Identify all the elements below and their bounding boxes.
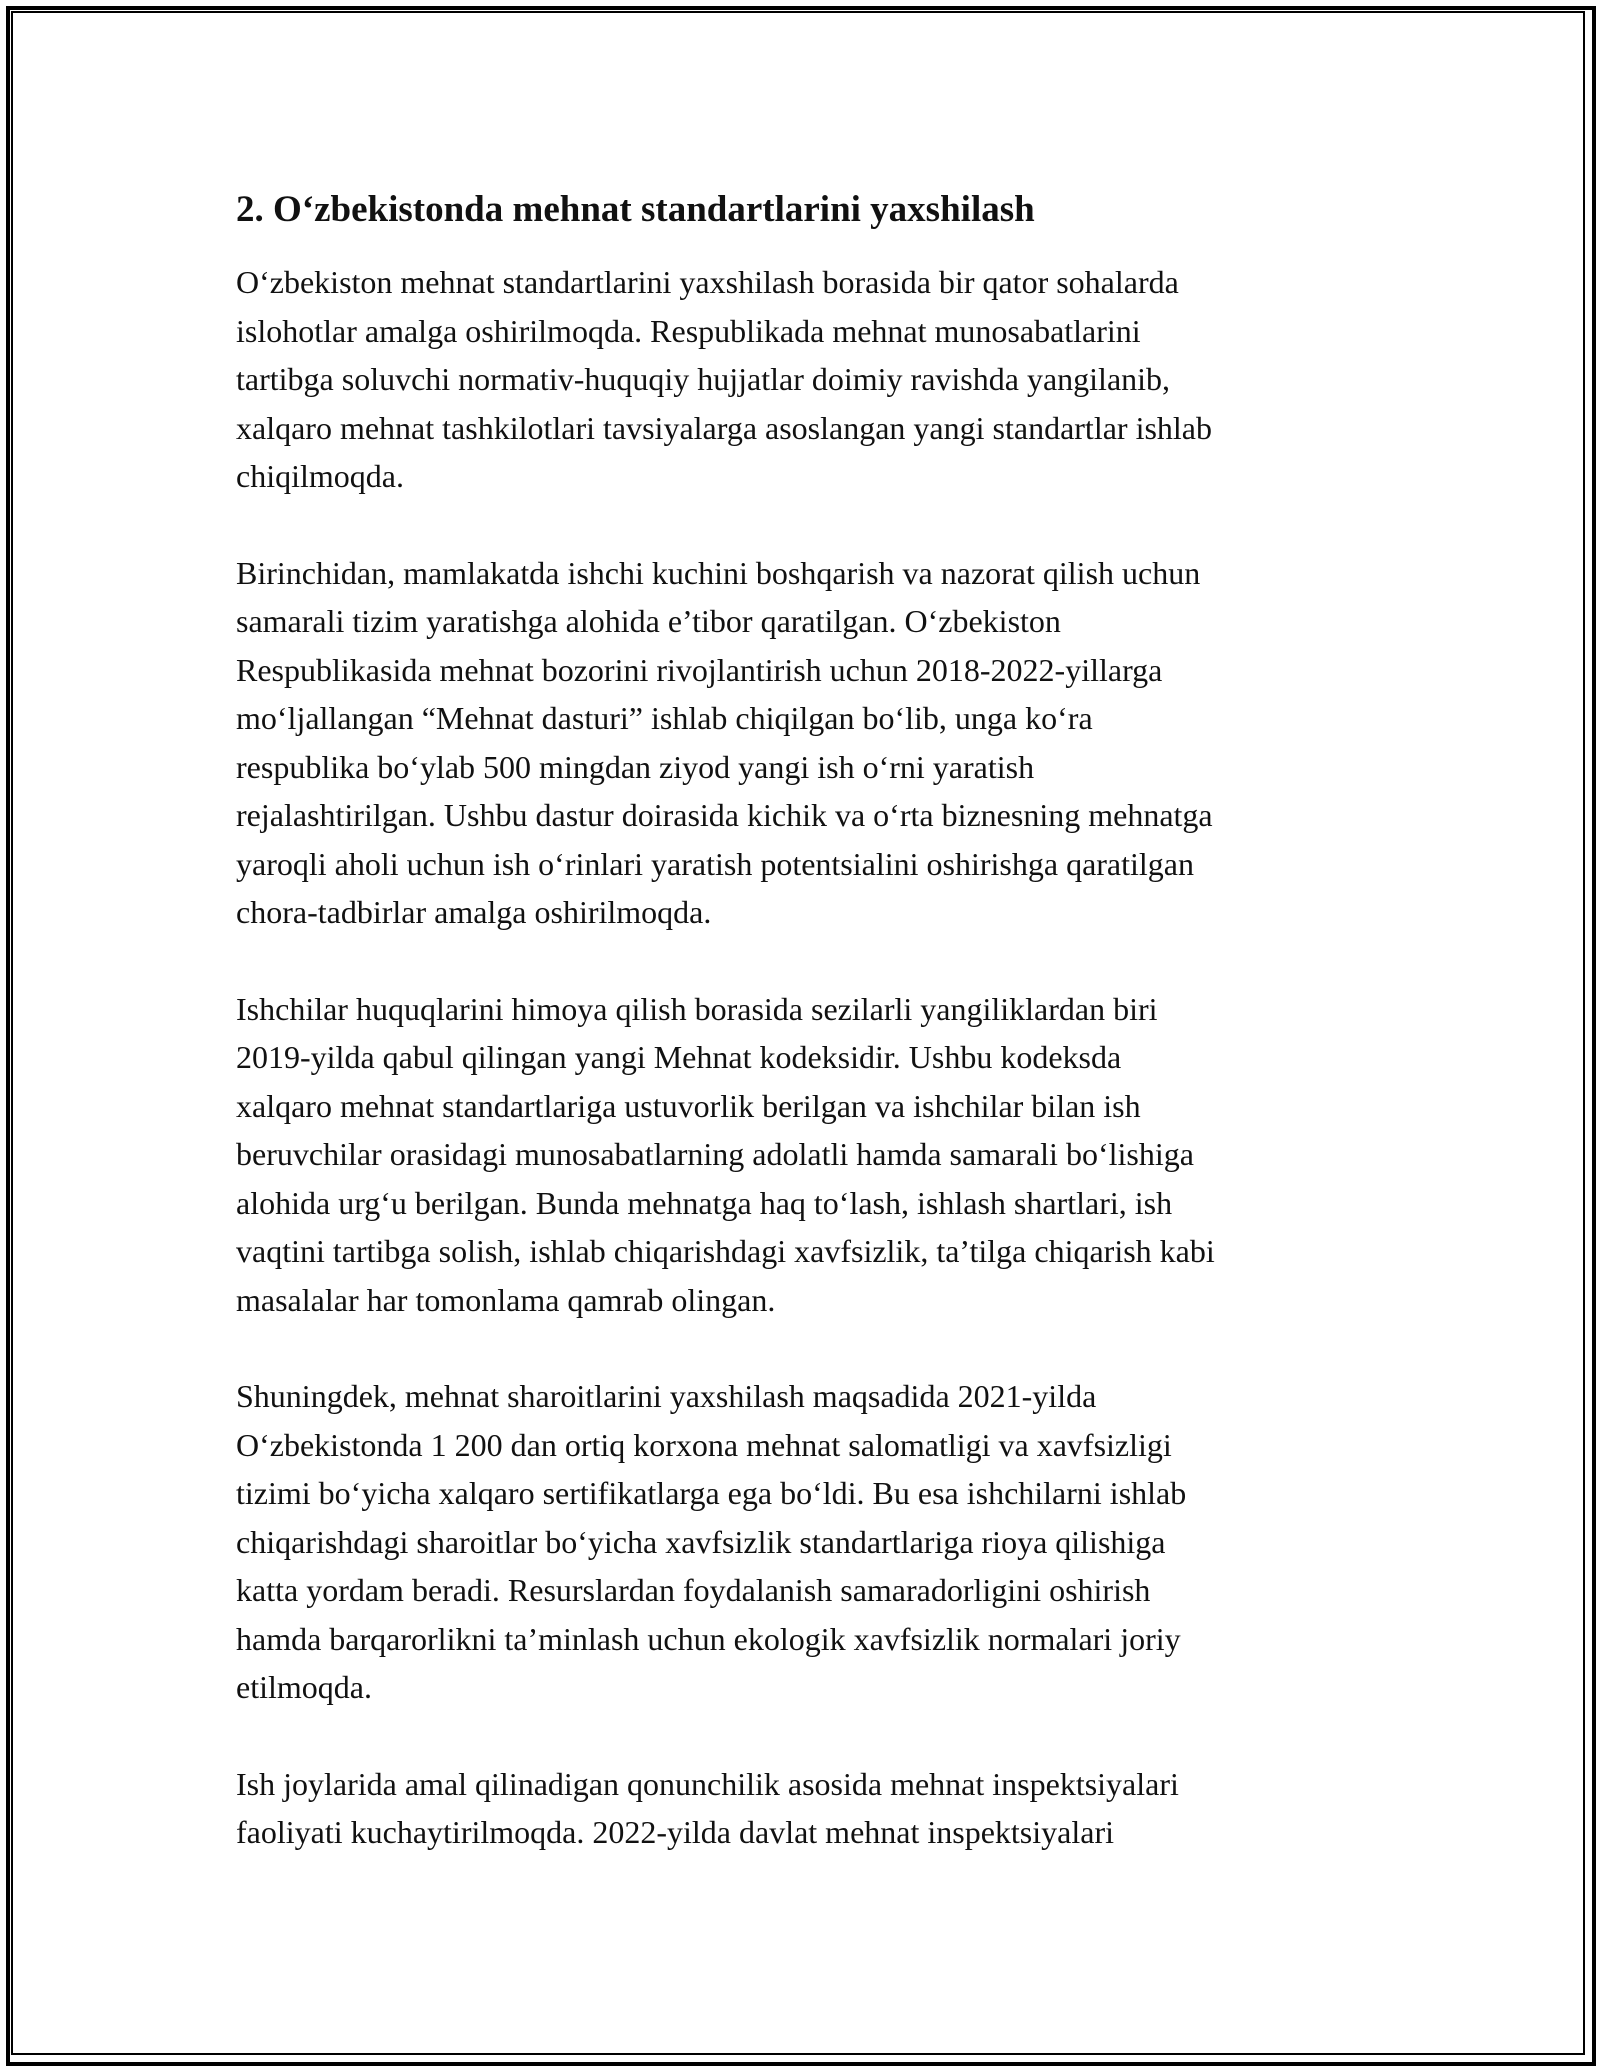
section-heading: 2. Oʻzbekistonda mehnat standartlarini yaxshilash bbox=[236, 189, 1035, 230]
paragraph-3: Ishchilar huquqlarini himoya qilish borasida sezilarli yangiliklardan biri 2019-yilda qabul qilingan yangi Mehnat kodeksidir. Ushbu kodeksda xalqaro mehnat standartlariga ustuvorlik berilgan va ishchilar bilan ish beruvchilar orasidagi munosabatlarning adolatli hamda samarali boʻlishiga alohida urgʻu berilgan. Bunda mehnatga haq toʻlash, ishlash shartlari, ish vaqtini tartibga solish, ishlab chiqarishdagi xavfsizlik, ta’tilga chiqarish kabi masalalar har tomonlama qamrab olingan. bbox=[236, 990, 1215, 1318]
paragraph-2: Birinchidan, mamlakatda ishchi kuchini boshqarish va nazorat qilish uchun samarali tizim yaratishga alohida e’tibor qaratilgan. Oʻzbekiston Respublikasida mehnat bozorini rivojlantirish uchun 2018-2022-yillarga moʻljallangan “Mehnat dasturi” ishlab chiqilgan boʻlib, unga koʻra respublika boʻylab 500 mingdan ziyod yangi ish oʻrni yaratish rejalashtirilgan. Ushbu dastur doirasida kichik va oʻrta biznesning mehnatga yaroqli aholi uchun ish oʻrinlari yaratish potentsialini oshirishga qaratilgan chora-tadbirlar amalga oshirilmoqda. bbox=[236, 554, 1213, 930]
paragraph-1: Oʻzbekiston mehnat standartlarini yaxshilash borasida bir qator sohalarda islohotlar amalga oshirilmoqda. Respublikada mehnat munosabatlarini tartibga soluvchi normativ-huquqiy hujjatlar doimiy ravishda yangilanib, xalqaro mehnat tashkilotlari tavsiyalarga asoslangan yangi standartlar ishlab chiqilmoqda. bbox=[236, 264, 1212, 494]
paragraph-5: Ish joylarida amal qilinadigan qonunchilik asosida mehnat inspektsiyalari faoliyati kuchaytirilmoqda. 2022-yilda davlat mehnat inspektsiyalari bbox=[236, 1765, 1179, 1850]
paragraph-4: Shuningdek, mehnat sharoitlarini yaxshilash maqsadida 2021-yilda Oʻzbekistonda 1 200 dan ortiq korxona mehnat salomatligi va xavfsizligi tizimi boʻyicha xalqaro sertifikatlarga ega boʻldi. Bu esa ishchilarni ishlab chiqarishdagi sharoitlar boʻyicha xavfsizlik standartlariga rioya qilishiga katta yordam beradi. Resurslardan foydalanish samaradorligini oshirish hamda barqarorlikni ta’minlash uchun ekologik xavfsizlik normalari joriy etilmoqda. bbox=[236, 1378, 1187, 1705]
document-body bbox=[236, 186, 1366, 1905]
